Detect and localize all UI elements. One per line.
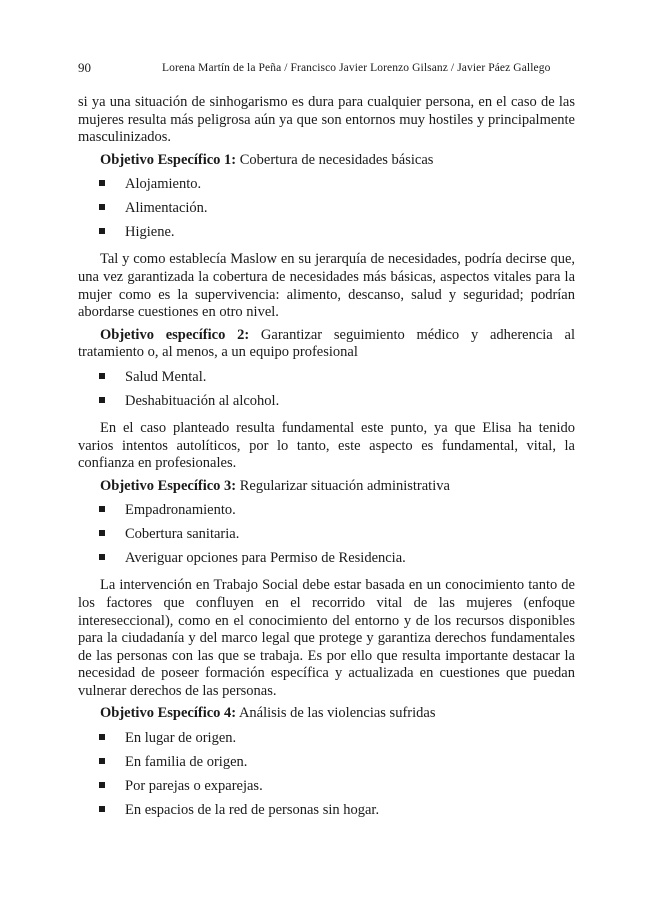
objective-heading bbox=[78, 152, 575, 170]
paragraph: La intervención en Trabajo Social debe estar basada en un conocimiento tanto de los factores que confluyen en el recorrido vital de las mujeres (enfoque intereseccional), como en el conocimiento del entorno y de los recursos disponibles para la ciudadanía y del marco legal que protege y garantiza derechos fundamentales de las personas con las que se trabaja. Es por ello que resulta importante destacar la necesidad de poseer formación específica y actualizada en cuestiones que puedan vulnerar derechos de las personas. bbox=[78, 577, 575, 699]
paragraph: Tal y como establecía Maslow en su jerarquía de necesidades, podría decirse que, una vez garantizada la cobertura de necesidades más básicas, aspectos vitales para la mujer como es la supervivencia: alimento, descanso, salud y seguridad; podrían abordarse cuestiones en otro nivel. bbox=[78, 251, 575, 321]
objective-text: Garantizar seguimiento médico y adherencia al tratamiento o, al menos, a un equipo profesional bbox=[78, 326, 575, 361]
list-item-text: Alimentación. bbox=[125, 200, 208, 217]
list-item bbox=[78, 777, 575, 801]
objective-text: Cobertura de necesidades básicas bbox=[236, 151, 434, 168]
list-item-text: Alojamiento. bbox=[125, 176, 202, 193]
paragraph: si ya una situación de sinhogarismo es dura para cualquier persona, en el caso de las mujeres resulta más peligrosa aún ya que son entornos muy hostiles y principalmente masculinizados. bbox=[78, 94, 575, 146]
running-head-authors: Lorena Martín de la Peña / Francisco Javier Lorenzo Gilsanz / Javier Páez Gallego bbox=[162, 62, 551, 74]
square-bullet-icon bbox=[99, 806, 105, 812]
square-bullet-icon bbox=[99, 734, 105, 740]
square-bullet-icon bbox=[99, 758, 105, 764]
list-item bbox=[78, 199, 575, 223]
square-bullet-icon bbox=[99, 228, 105, 234]
list-item-text: Por parejas o exparejas. bbox=[125, 778, 263, 795]
square-bullet-icon bbox=[99, 373, 105, 379]
list-item bbox=[78, 175, 575, 199]
list-item bbox=[78, 392, 575, 416]
square-bullet-icon bbox=[99, 782, 105, 788]
page-header bbox=[78, 60, 574, 76]
paragraph: En el caso planteado resulta fundamental este punto, ya que Elisa ha tenido varios intentos autolíticos, por lo tanto, este aspecto es fundamental, vital, la confianza en profesionales. bbox=[78, 419, 575, 472]
square-bullet-icon bbox=[99, 506, 105, 512]
page-body bbox=[78, 94, 575, 829]
objective-label: Objetivo Específico 4: bbox=[100, 705, 237, 722]
list-item bbox=[78, 729, 575, 753]
list-item-text: En espacios de la red de personas sin hogar. bbox=[125, 802, 380, 819]
objective-label: Objetivo Específico 3: bbox=[100, 477, 237, 494]
objective-text: Regularizar situación administrativa bbox=[236, 477, 450, 494]
list-item bbox=[78, 368, 575, 392]
list-item-text: Averiguar opciones para Permiso de Residencia. bbox=[125, 550, 406, 567]
square-bullet-icon bbox=[99, 204, 105, 210]
list-item bbox=[78, 223, 575, 247]
list-item-text: Salud Mental. bbox=[125, 368, 207, 385]
list-item bbox=[78, 801, 575, 825]
objective-heading bbox=[78, 327, 575, 362]
list-item-text: Deshabituación al alcohol. bbox=[125, 392, 280, 409]
list-item bbox=[78, 501, 575, 525]
list-item bbox=[78, 525, 575, 549]
list-item-text: En lugar de origen. bbox=[125, 730, 237, 747]
square-bullet-icon bbox=[99, 397, 105, 403]
page-number: 90 bbox=[78, 60, 91, 75]
objective-heading bbox=[78, 705, 575, 723]
list-item bbox=[78, 753, 575, 777]
objective-text: Análisis de las violencias sufridas bbox=[236, 705, 436, 722]
bullet-list bbox=[78, 501, 575, 573]
bullet-list bbox=[78, 729, 575, 825]
objective-label: Objetivo específico 2: bbox=[100, 326, 250, 343]
list-item-text: Empadronamiento. bbox=[125, 502, 236, 519]
square-bullet-icon bbox=[99, 530, 105, 536]
list-item-text: En familia de origen. bbox=[125, 754, 248, 771]
square-bullet-icon bbox=[99, 180, 105, 186]
objective-heading bbox=[78, 478, 575, 496]
objective-label: Objetivo Específico 1: bbox=[100, 151, 237, 168]
bullet-list bbox=[78, 368, 575, 416]
list-item-text: Cobertura sanitaria. bbox=[125, 526, 240, 543]
square-bullet-icon bbox=[99, 554, 105, 560]
bullet-list bbox=[78, 175, 575, 247]
list-item-text: Higiene. bbox=[125, 224, 175, 241]
list-item bbox=[78, 549, 575, 573]
